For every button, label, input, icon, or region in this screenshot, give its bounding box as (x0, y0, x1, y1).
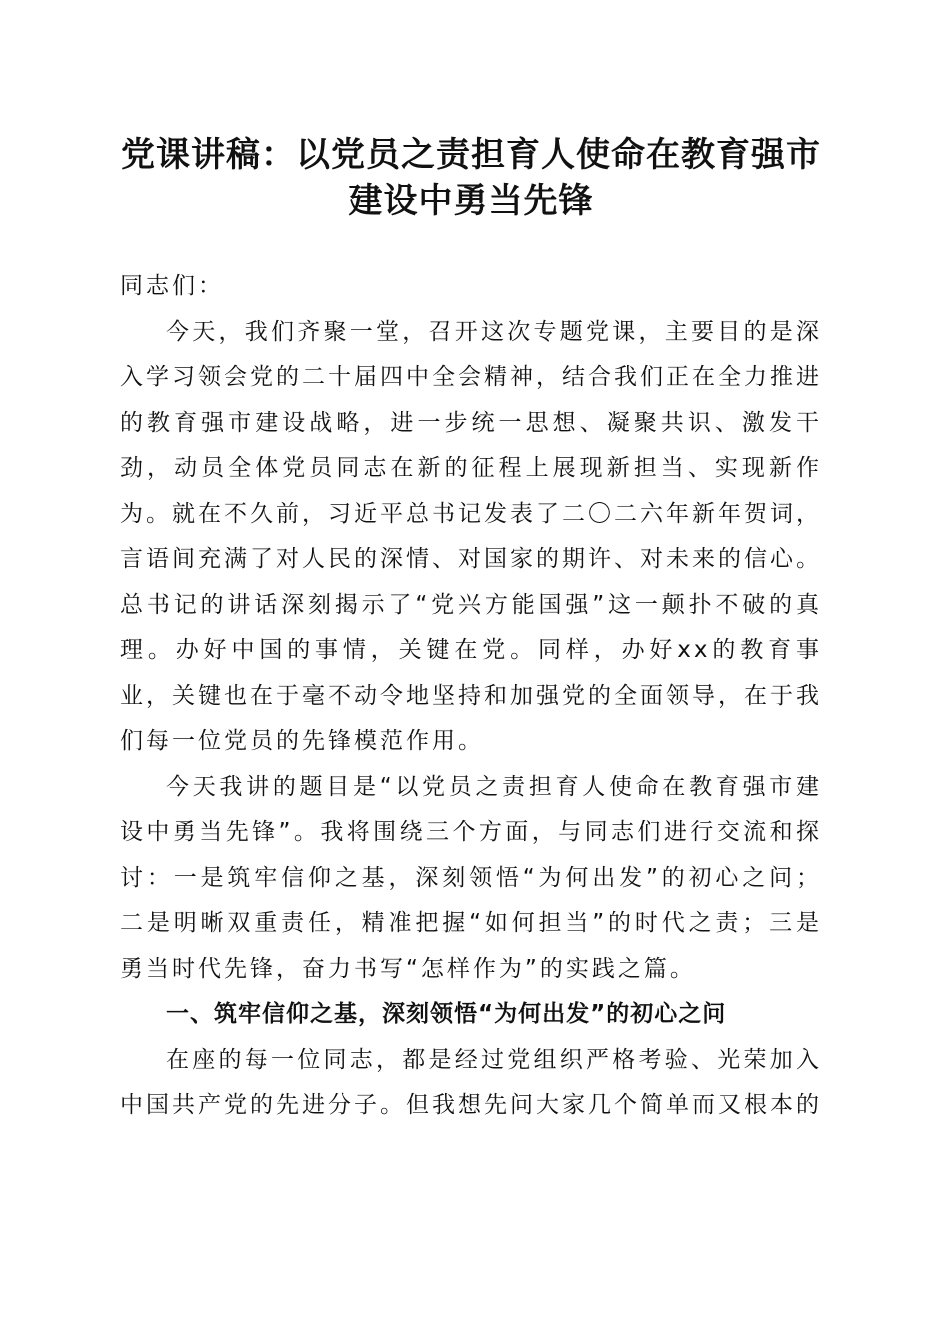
title-line-2: 建设中勇当先锋 (348, 181, 594, 221)
salutation: 同志们： (120, 273, 224, 299)
paragraph-intro: 今天，我们齐聚一堂，召开这次专题党课，主要目的是深入学习领会党的二十届四中全会精神，结合我们正在全力推进的教育强市建设战略，进一步统一思想、凝聚共识、激发干劲，动员全体党员同志在新的征程上展现新担当、实现新作为。就在不久前，习近平总书记发表了二〇二六年新年贺词，言语间充满了对人民的深情、对国家的期许、对未来的信心。总书记的讲话深刻揭示了“党兴方能国强”这一颠扑不破的真理。办好中国的事情，关键在党。同样，办好xx的教育事业，关键也在于毫不动令地坚持和加强党的全面领导，在于我们每一位党员的先锋模范作用。 (120, 318, 822, 754)
title-line-1: 党课讲稿：以党员之责担育人使命在教育强市 (121, 135, 821, 175)
document-body (120, 264, 822, 1129)
paragraph-outline: 今天我讲的题目是“以党员之责担育人使命在教育强市建设中勇当先锋”。我将围绕三个方面，与同志们进行交流和探讨：一是筑牢信仰之基，深刻领悟“为何出发”的初心之问；二是明晰双重责任，精准把握“如何担当”的时代之责；三是勇当时代先锋，奋力书写“怎样作为”的实践之篇。 (120, 773, 822, 982)
section-heading-1: 一、筑牢信仰之基，深刻领悟“为何出发”的初心之问 (166, 1001, 727, 1027)
paragraph-section-1: 在座的每一位同志，都是经过党组织严格考验、光荣加入中国共产党的先进分子。但我想先问大家几个简单而又根本的 (120, 1046, 822, 1118)
document-title (120, 132, 822, 224)
